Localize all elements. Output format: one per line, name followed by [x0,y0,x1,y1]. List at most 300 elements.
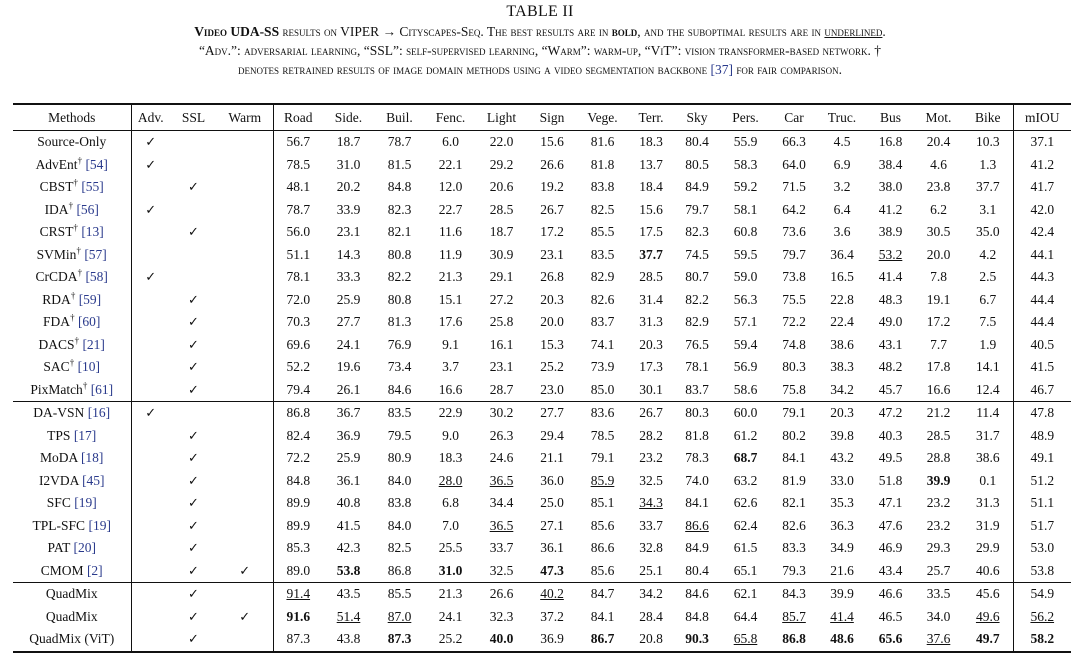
table-row [13,492,1071,515]
value-cell [323,447,374,470]
value-text: 28.4 [639,608,663,624]
value-text: 4.5 [833,134,851,150]
value-text: 25.1 [639,562,663,578]
value-cell [527,289,577,312]
check-icon: ✓ [188,428,199,444]
caption-ref-link[interactable]: [37] [710,62,733,77]
ssl-flag-cell [170,492,217,515]
value-cell [771,289,817,312]
value-cell [527,583,577,606]
value-text: 37.2 [540,608,564,624]
column-header: mIOU [1013,104,1071,131]
adv-flag-cell [131,266,170,289]
value-text: 52.2 [286,359,311,375]
value-cell [628,402,674,425]
method-name: CMOM [40,562,84,578]
value-cell [628,560,674,583]
value-cell [720,379,771,402]
value-text: 79.7 [782,246,806,262]
value-text: 51.4 [336,608,361,624]
value-cell [867,537,914,560]
value-cell [817,221,867,244]
miou-value: 44.4 [1030,314,1055,330]
value-cell [323,537,374,560]
value-text: 58.6 [733,381,758,397]
value-text: 85.5 [387,586,412,602]
value-cell [273,425,323,448]
miou-cell [1013,334,1071,357]
method-name: DA-VSN [33,405,85,421]
value-cell [720,356,771,379]
value-cell [674,266,720,289]
value-cell [867,311,914,334]
column-header: Buil. [386,109,413,125]
miou-value: 53.8 [1030,562,1055,578]
value-text: 63.2 [733,472,758,488]
value-cell [476,289,527,312]
value-cell [867,470,914,493]
value-text: 38.0 [878,179,903,195]
table-row [13,356,1071,379]
value-text: 26.6 [489,586,514,602]
value-cell [963,379,1013,402]
miou-cell [1013,402,1071,425]
value-cell [425,221,476,244]
value-text: 79.4 [286,381,311,397]
value-cell [963,334,1013,357]
value-cell [476,244,527,267]
value-cell [476,379,527,402]
value-text: 26.6 [540,156,564,172]
value-text: 36.0 [540,472,564,488]
value-cell [476,221,527,244]
value-cell [273,131,323,154]
caption-line-1 [0,24,1080,40]
value-text: 22.0 [489,134,514,150]
value-cell [720,131,771,154]
value-cell [867,492,914,515]
citation-link[interactable]: [17] [73,427,97,443]
adv-flag-cell [131,176,170,199]
adv-flag-cell [131,628,170,652]
value-cell [476,131,527,154]
value-cell [476,311,527,334]
value-cell [914,560,963,583]
value-text: 81.3 [387,314,412,330]
method-name: CRST [39,224,74,240]
dagger-mark: † [70,290,76,301]
value-text: 17.6 [438,314,463,330]
value-text: 38.6 [830,336,854,352]
value-cell [914,244,963,267]
citation-link[interactable]: [60] [77,314,101,330]
value-cell [817,583,867,606]
value-cell [425,583,476,606]
value-text: 31.0 [438,562,463,578]
value-cell [273,515,323,538]
value-text: 79.1 [782,405,806,421]
column-header: Methods [48,109,96,125]
value-text: 43.5 [336,586,361,602]
check-icon: ✓ [188,337,199,353]
value-cell [374,244,425,267]
warm-flag-cell [217,560,273,583]
citation-link[interactable]: [21] [82,336,105,352]
column-header: Mot. [925,109,952,125]
value-cell [963,131,1013,154]
miou-value: 51.2 [1030,472,1055,488]
value-text: 81.5 [387,156,412,172]
value-cell [963,266,1013,289]
citation-link[interactable]: [10] [77,359,101,375]
miou-cell [1013,628,1071,652]
citation-link[interactable]: [18] [80,450,104,466]
table-row [13,447,1071,470]
citation-link[interactable]: [45] [82,472,105,488]
value-text: 89.9 [286,517,311,533]
value-text: 36.7 [336,405,361,421]
citation-link[interactable]: [2] [86,562,103,578]
value-cell [628,515,674,538]
value-cell [628,131,674,154]
adv-flag-cell [131,515,170,538]
value-cell [628,221,674,244]
value-cell [273,311,323,334]
dagger-mark: † [73,222,78,233]
value-text: 68.7 [733,450,758,466]
value-cell [374,379,425,402]
column-header: Bike [975,109,1001,125]
value-text: 83.5 [387,405,412,421]
caption-text-c: . [882,24,886,39]
value-text: 64.2 [782,201,806,217]
value-text: 26.7 [639,405,663,421]
value-text: 56.7 [286,134,311,150]
value-text: 28.2 [639,427,663,443]
value-text: 31.3 [975,495,1000,511]
value-text: 32.8 [639,540,663,556]
value-text: 62.1 [733,586,758,602]
value-cell [867,221,914,244]
adv-flag-cell [131,425,170,448]
value-text: 21.1 [540,450,564,466]
value-cell [963,221,1013,244]
value-cell [273,289,323,312]
ssl-flag-cell [170,154,217,177]
value-cell [771,199,817,222]
results-table [13,103,1071,653]
value-cell [323,154,374,177]
value-text: 74.1 [590,336,615,352]
value-text: 23.1 [540,246,564,262]
value-text: 49.0 [878,314,903,330]
warm-flag-cell [217,628,273,652]
value-cell [577,244,628,267]
value-text: 9.1 [442,336,459,352]
value-text: 25.9 [336,450,361,466]
value-text: 48.1 [286,179,311,195]
value-text: 83.8 [590,179,615,195]
method-name: QuadMix [45,608,98,624]
method-name: CrCDA [35,269,78,285]
miou-cell [1013,606,1071,629]
value-text: 14.1 [975,359,1000,375]
column-header: Sign [539,109,565,125]
table-row [13,266,1071,289]
value-cell [914,583,963,606]
value-cell [628,289,674,312]
value-cell [323,221,374,244]
value-cell [817,244,867,267]
citation-link[interactable]: [16] [87,405,111,421]
value-text: 78.3 [685,450,709,466]
value-text: 11.9 [438,246,463,262]
method-name: IDA [44,201,69,217]
value-cell [273,628,323,652]
citation-link[interactable]: [58] [85,269,108,285]
value-text: 17.5 [639,224,663,240]
value-text: 28.5 [639,269,663,285]
method-cell [13,334,131,357]
value-text: 91.6 [286,608,311,624]
value-cell [425,492,476,515]
value-text: 86.7 [590,631,615,647]
table-row [13,425,1071,448]
value-cell [374,311,425,334]
value-cell [628,447,674,470]
value-cell [720,606,771,629]
method-cell [13,244,131,267]
value-text: 46.5 [878,608,903,624]
value-text: 7.8 [930,269,947,285]
citation-link[interactable]: [56] [76,201,99,217]
value-text: 33.9 [336,201,361,217]
adv-flag-cell [131,492,170,515]
value-cell [476,492,527,515]
column-header: Sky [686,109,708,125]
value-text: 74.8 [782,336,806,352]
value-text: 9.0 [442,427,459,443]
value-cell [914,311,963,334]
value-text: 80.8 [387,246,412,262]
value-text: 80.7 [685,269,709,285]
value-cell [628,266,674,289]
warm-flag-cell [217,221,273,244]
method-cell [13,402,131,425]
value-cell [771,334,817,357]
miou-value: 56.2 [1030,608,1055,624]
value-cell [323,402,374,425]
citation-link[interactable]: [61] [90,381,114,397]
value-text: 84.1 [590,608,615,624]
value-text: 24.6 [489,450,514,466]
value-cell [771,537,817,560]
value-cell [476,402,527,425]
table-row [13,515,1071,538]
value-text: 69.6 [286,336,311,352]
method-name: TPS [47,427,71,443]
value-cell [577,606,628,629]
citation-link[interactable]: [19] [88,517,111,533]
value-text: 15.1 [438,291,463,307]
table-row [13,244,1071,267]
caption-text-d: denotes retrained results of image domain methods using a video segmentation backbone [238,62,711,77]
method-cell [13,176,131,199]
citation-link[interactable]: [13] [81,224,104,240]
value-cell [867,131,914,154]
value-text: 86.6 [685,517,709,533]
value-text: 15.3 [540,336,564,352]
citation-link[interactable]: [20] [73,540,96,556]
warm-flag-cell [217,425,273,448]
check-icon: ✓ [145,406,157,422]
value-text: 51.8 [878,472,903,488]
value-text: 78.1 [685,359,709,375]
value-text: 41.4 [830,608,854,624]
value-cell [323,583,374,606]
value-text: 39.9 [926,472,951,488]
citation-link[interactable]: [59] [78,291,102,307]
value-cell [273,154,323,177]
value-text: 20.0 [926,246,951,262]
value-cell [867,356,914,379]
value-cell [476,628,527,652]
value-cell [771,583,817,606]
value-text: 40.3 [878,427,903,443]
warm-flag-cell [217,447,273,470]
value-cell [914,515,963,538]
caption-title: Video UDA-SS [194,24,280,39]
value-cell [273,402,323,425]
value-text: 36.5 [489,472,514,488]
value-cell [476,606,527,629]
miou-value: 53.0 [1030,540,1055,556]
value-cell [963,425,1013,448]
method-name: Source-Only [37,134,107,150]
miou-cell [1013,470,1071,493]
value-text: 22.1 [438,156,463,172]
table-row [13,560,1071,583]
value-cell [720,492,771,515]
value-text: 18.7 [336,134,361,150]
value-text: 33.7 [639,517,663,533]
value-cell [867,606,914,629]
value-text: 84.7 [590,586,615,602]
value-cell [817,176,867,199]
caption-text-e: for fair comparison. [732,62,842,77]
ssl-flag-cell [170,560,217,583]
value-text: 20.3 [639,336,663,352]
value-text: 6.9 [833,156,851,172]
citation-link[interactable]: [19] [74,495,97,511]
table-row [13,402,1071,425]
value-cell [720,154,771,177]
check-icon: ✓ [188,632,199,648]
column-header: Vege. [587,109,618,125]
value-cell [527,311,577,334]
value-text: 78.5 [590,427,615,443]
ssl-flag-cell [170,311,217,334]
citation-link[interactable]: [57] [84,246,107,262]
value-cell [771,560,817,583]
value-cell [374,492,425,515]
value-cell [476,537,527,560]
warm-flag-cell [217,492,273,515]
value-cell [867,628,914,652]
ssl-flag-cell [170,379,217,402]
value-cell [914,266,963,289]
value-cell [425,334,476,357]
value-cell [771,131,817,154]
value-text: 17.8 [926,359,951,375]
value-text: 32.3 [489,608,514,624]
ssl-flag-cell [170,289,217,312]
value-cell [577,221,628,244]
value-text: 78.7 [387,134,412,150]
value-cell [720,244,771,267]
ssl-flag-cell [170,266,217,289]
warm-flag-cell [217,334,273,357]
value-cell [867,266,914,289]
value-cell [577,560,628,583]
method-cell [13,379,131,402]
value-text: 82.2 [387,269,412,285]
value-text: 34.9 [830,540,854,556]
miou-cell [1013,289,1071,312]
value-cell [674,402,720,425]
value-text: 27.7 [336,314,361,330]
value-text: 64.0 [782,156,806,172]
table-row [13,628,1071,652]
value-text: 43.2 [830,450,854,466]
value-cell [273,244,323,267]
value-text: 65.8 [733,631,758,647]
value-text: 34.4 [489,495,514,511]
value-text: 72.2 [286,450,311,466]
method-name: FDA [43,314,71,330]
value-text: 21.2 [926,405,951,421]
value-cell [817,402,867,425]
value-text: 18.3 [639,134,663,150]
value-cell [771,176,817,199]
value-text: 87.3 [387,631,412,647]
value-text: 27.2 [489,291,514,307]
check-icon: ✓ [188,360,199,376]
value-text: 38.3 [830,359,854,375]
value-text: 24.1 [438,608,463,624]
citation-link[interactable]: [54] [85,156,108,172]
check-icon: ✓ [239,563,251,579]
method-cell [13,560,131,583]
value-text: 34.2 [639,586,663,602]
value-cell [963,311,1013,334]
value-text: 60.0 [733,405,758,421]
value-text: 45.7 [878,381,903,397]
value-text: 7.5 [979,314,997,330]
value-cell [628,379,674,402]
value-text: 20.3 [540,291,564,307]
value-text: 12.0 [438,179,463,195]
adv-flag-cell [131,334,170,357]
value-cell [817,289,867,312]
value-cell [674,289,720,312]
value-cell [527,176,577,199]
miou-value: 37.1 [1030,134,1055,150]
adv-flag-cell [131,583,170,606]
miou-cell [1013,583,1071,606]
citation-link[interactable]: [55] [81,179,104,195]
value-text: 26.8 [540,269,564,285]
